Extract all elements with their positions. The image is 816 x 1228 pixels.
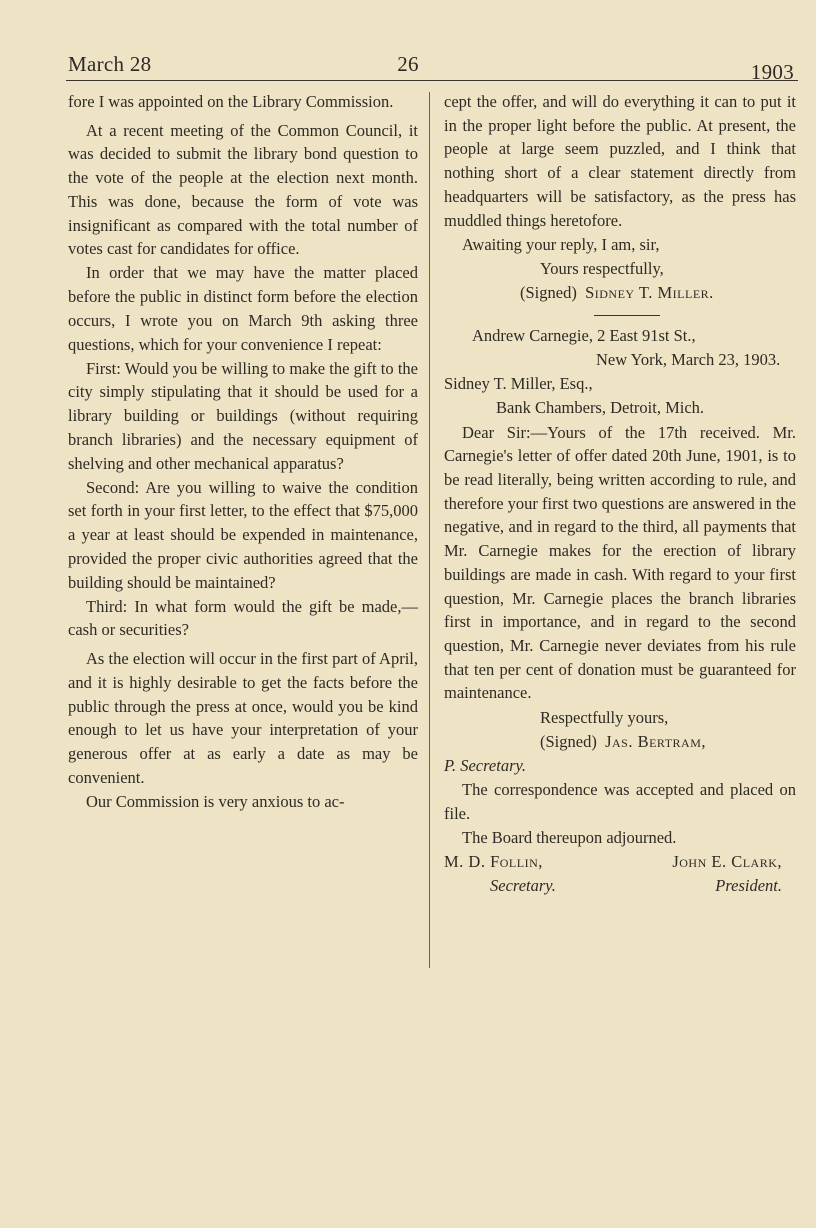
closing-line: Awaiting your reply, I am, sir, [462, 234, 660, 254]
signature-line [444, 730, 796, 754]
header-rule [66, 80, 798, 81]
paragraph: First: Would you be willing to make the gift to the city simply stipulating that it should be used for a library building or buildings (without requiring branch libraries) and the necessary equipment of shelving and other mechanical apparatus? [68, 358, 418, 473]
closing-line: Yours respectfully, [540, 258, 664, 278]
column-divider [429, 92, 430, 968]
signed-label: (Signed) [540, 731, 597, 751]
address-line: Andrew Carnegie, 2 East 91st St., [472, 325, 696, 345]
header-year: 1903 [750, 60, 794, 84]
paragraph: Dear Sir:—Yours of the 17th received. Mr. Carnegie's letter of offer dated 20th June, 1901, is to be read literally, being written according to rule, and therefore your first two questions are answered in the negative, and in regard to the third, all payments that Mr. Carnegie makes for the erection of library buildings are made in cash. With regard to your first question, Mr. Carnegie places the branch libraries first in importance, and in regard to the second question, Mr. Carnegie never deviates from his rule that ten per cent of donation must be guaranteed for maintenance. [444, 422, 796, 703]
secretary-name: M. D. Follin, [444, 852, 543, 872]
signer-title: P. Secretary. [444, 755, 527, 775]
page-number: 26 [397, 52, 419, 76]
right-column [444, 90, 796, 898]
paragraph: cept the offer, and will do everything it can to put it in the proper light before the public. At present, the people at large seem puzzled, and I think that nothing short of a clear statement directly from headquarters will be satisfactory, as the press has muddled things heretofore. [444, 92, 796, 230]
footer-names [444, 850, 796, 874]
signer-name: Jas. Bertram, [605, 731, 707, 751]
paragraph: fore I was appointed on the Library Commission. [68, 92, 394, 111]
paragraph: As the election will occur in the first part of April, and it is highly desirable to get the facts before the public through the press at once, would you be kind enough to let us have your interpretation of your generous offer at as early a date as may be convenient. [68, 649, 418, 787]
signature-line [444, 281, 796, 305]
president-title: President. [715, 876, 782, 895]
paragraph: Our Commission is very anxious to ac- [86, 791, 345, 811]
closing-line: Respectfully yours, [540, 707, 669, 727]
signer-name: Sidney T. Miller. [585, 283, 714, 303]
paragraph: The correspondence was accepted and placed on file. [444, 780, 796, 823]
paragraph: The Board thereupon adjourned. [462, 828, 677, 848]
paragraph: At a recent meeting of the Common Council, it was decided to submit the library bond question to the vote of the people at the election next month. This was done, because the form of vote was insignificant as compared with the total number of votes cast for candidates for office. [68, 120, 418, 259]
paragraph: Second: Are you willing to waive the condition set forth in your first letter, to the effect that $75,000 a year at least should be expended in maintenance, provided the proper civic authorities agreed that the building should be maintained? [68, 477, 418, 592]
paragraph: Third: In what form would the gift be made,—cash or securities? [68, 596, 418, 640]
header-date: March 28 [68, 52, 152, 76]
signed-label: (Signed) [520, 283, 577, 303]
address-line: Bank Chambers, Detroit, Mich. [496, 398, 705, 418]
footer-titles [444, 874, 796, 898]
section-rule [594, 315, 660, 316]
president-name: John E. Clark, [672, 852, 782, 872]
address-line: Sidney T. Miller, Esq., [444, 374, 593, 394]
left-column [68, 90, 418, 814]
secretary-title: Secretary. [490, 876, 556, 895]
address-line: New York, March 23, 1903. [596, 350, 781, 370]
paragraph: In order that we may have the matter placed before the public in distinct form before the election occurs, I wrote you on March 9th asking three questions, which for your convenience I repeat: [68, 263, 418, 354]
